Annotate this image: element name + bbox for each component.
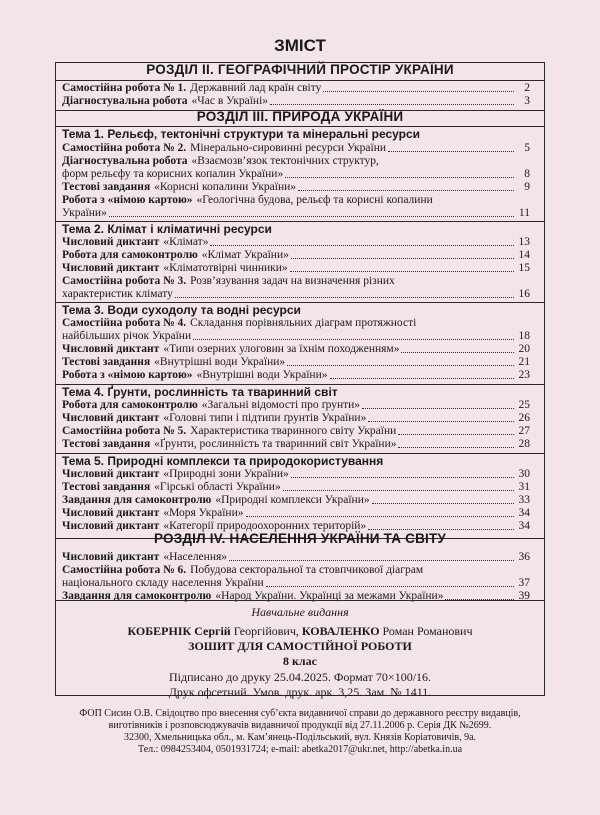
toc-entry[interactable]: Тестові завдання «Гірські області України» 31: [62, 481, 530, 493]
toc-entry[interactable]: Робота для самоконтролю «Загальні відомості про ґрунти» 25: [62, 399, 530, 411]
topic-2-title: Тема 2. Клімат і кліматичні ресурси: [62, 222, 272, 236]
book-title: ЗОШИТ ДЛЯ САМОСТІЙНОЇ РОБОТИ: [188, 639, 412, 653]
toc-entry[interactable]: Діагностувальна робота «Час в Україні» 3: [62, 95, 530, 107]
toc-entry[interactable]: Діагностувальна робота «Взаємозв’язок тектонічних структур, форм рельєфу та корисних копалин України» 8: [62, 155, 530, 180]
imprint-label: Навчальне видання: [251, 605, 349, 619]
topic-3-title: Тема 3. Води суходолу та водні ресурси: [62, 303, 301, 317]
publisher-line: виготівників і розповсюджувачів видавничої продукції від 27.11.2006 р. Серія ДК №2699.: [108, 720, 492, 731]
toc-entry[interactable]: Числовий диктант «Клімат» 13: [62, 236, 530, 248]
toc-entry[interactable]: Самостійна робота № 3. Розв’язування задач на визначення різних характеристик клімату 16: [62, 275, 530, 300]
print-info-2: Друк офсетний. Умов. друк. арк. 3,25. Зам. № 1411.: [168, 685, 432, 699]
toc-entry[interactable]: Числовий диктант «Населення» 36: [62, 551, 530, 563]
section-3-title: РОЗДІЛ ІІІ. ПРИРОДА УКРАЇНИ: [196, 109, 404, 124]
toc-entry[interactable]: Робота для самоконтролю «Клімат України» 14: [62, 249, 530, 261]
toc-entry[interactable]: Робота з «німою картою» «Внутрішні води України» 23: [62, 369, 530, 381]
section-4-title: РОЗДІЛ ІV. НАСЕЛЕННЯ УКРАЇНИ ТА СВІТУ: [153, 531, 447, 546]
toc-entry[interactable]: Числовий диктант «Моря України» 34: [62, 507, 530, 519]
toc-entry[interactable]: Числовий диктант «Типи озерних улоговин за їхнім походженням» 20: [62, 343, 530, 355]
divider: [55, 600, 545, 601]
publisher-line: ФОП Сисин О.В. Свідоцтво про внесення суб’єкта видавничої справи до державного реєстру видавців,: [79, 708, 521, 719]
toc-entry[interactable]: Тестові завдання «Ґрунти, рослинність та тваринний світ України» 28: [62, 438, 530, 450]
toc-entry[interactable]: Числовий диктант «Природні зони України» 30: [62, 468, 530, 480]
publisher-contacts[interactable]: Тел.: 0984253404, 0501931724; e-mail: abetka2017@ukr.net, http://abetka.in.ua: [137, 744, 463, 755]
divider: [55, 80, 545, 81]
page-title: ЗМІСТ: [274, 36, 326, 55]
toc-entry[interactable]: Самостійна робота № 1. Державний лад країн світу 2: [62, 82, 530, 94]
topic-5-title: Тема 5. Природні комплекси та природокористування: [62, 454, 384, 468]
toc-entry[interactable]: Числовий диктант «Кліматотвірні чинники» 15: [62, 262, 530, 274]
toc-entry[interactable]: Самостійна робота № 5. Характеристика тваринного світу України 27: [62, 425, 530, 437]
toc-entry[interactable]: Завдання для самоконтролю «Природні комплекси України» 33: [62, 494, 530, 506]
toc-entry[interactable]: Самостійна робота № 6. Побудова секторальної та стовпчикової діаграм національного складу населення України 37: [62, 564, 530, 589]
topic-4-title: Тема 4. Ґрунти, рослинність та тваринний світ: [62, 385, 338, 399]
section-2-title: РОЗДІЛ ІІ. ГЕОГРАФІЧНИЙ ПРОСТІР УКРАЇНИ: [146, 62, 454, 77]
topic-1-title: Тема 1. Рельєф, тектонічні структури та мінеральні ресурси: [62, 127, 421, 141]
print-info-1: Підписано до друку 25.04.2025. Формат 70×100/16.: [168, 670, 432, 684]
toc-entry[interactable]: Тестові завдання «Корисні копалини України» 9: [62, 181, 530, 193]
toc-entry[interactable]: Самостійна робота № 2. Мінерально-сировинні ресурси України 5: [62, 142, 530, 154]
toc-entry[interactable]: Самостійна робота № 4. Складання порівняльних діаграм протяжності найбільших річок України 18: [62, 317, 530, 342]
grade: 8 клас: [283, 654, 317, 668]
toc-entry[interactable]: Тестові завдання «Внутрішні води України» 21: [62, 356, 530, 368]
authors: КОБЕРНІК Сергій Георгійович, КОВАЛЕНКО Роман Романович: [127, 624, 473, 638]
toc-entry[interactable]: Завдання для самоконтролю «Народ України. Українці за межами України» 39: [62, 590, 530, 602]
toc-entry[interactable]: Робота з «німою картою» «Геологічна будова, рельєф та корисні копалини України» 11: [62, 194, 530, 219]
publisher-line: 32300, Хмельницька обл., м. Кам’янець-Подільський, вул. Князів Коріатовичів, 9а.: [123, 732, 477, 743]
toc-entry[interactable]: Числовий диктант «Категорії природоохоронних територій» 34: [62, 520, 530, 532]
toc-entry[interactable]: Числовий диктант «Головні типи і підтипи ґрунтів України» 26: [62, 412, 530, 424]
